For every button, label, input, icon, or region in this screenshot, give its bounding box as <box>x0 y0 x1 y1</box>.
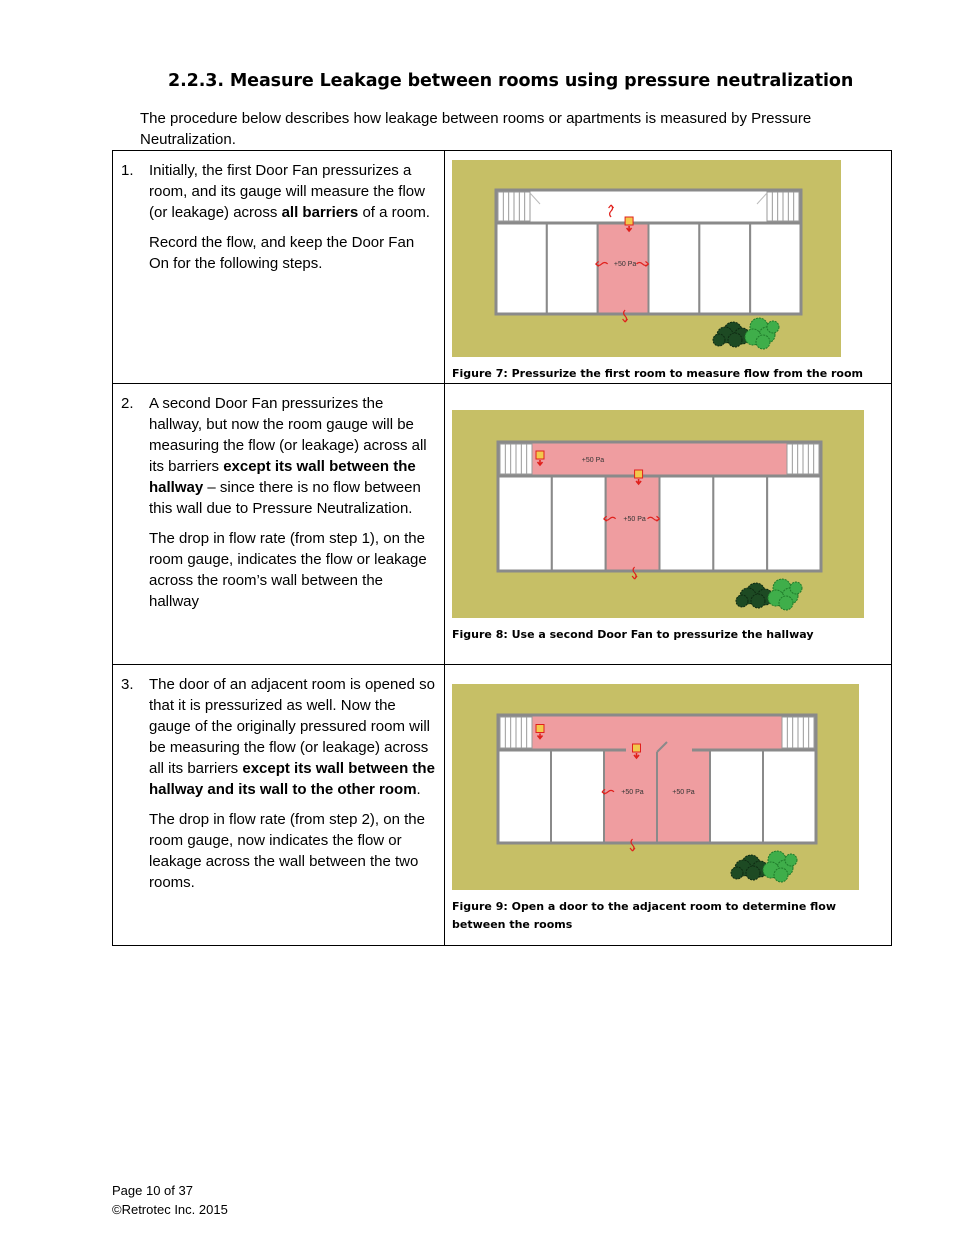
figure-cell <box>445 151 892 384</box>
room <box>604 750 657 843</box>
door-fan-icon <box>633 744 641 752</box>
room <box>699 223 750 314</box>
page-number: Page 10 of 37 <box>112 1183 193 1198</box>
figure-cell <box>445 665 892 946</box>
hallway <box>500 444 820 477</box>
text-run: The door of an adjacent room is opened so that it is pressurized as well. Now the gauge of the originally pressured room will be measuring the flow (or leakage) across all its barriers <box>149 676 436 777</box>
door-fan-icon <box>536 725 544 733</box>
shrub-icon <box>751 594 765 608</box>
step-paragraph <box>149 160 436 223</box>
room <box>660 476 714 571</box>
room <box>713 476 767 571</box>
bold-text: all barriers <box>281 204 359 221</box>
steps-table <box>112 150 892 946</box>
room <box>496 223 547 314</box>
step-text-cell <box>113 151 445 384</box>
shrub-icon <box>746 866 760 880</box>
room <box>498 476 552 571</box>
door-fan-icon <box>536 451 544 459</box>
step-3 <box>113 665 444 893</box>
figure-cell <box>445 384 892 665</box>
room <box>498 750 551 843</box>
figure-caption: Figure 8: Use a second Door Fan to pressurize the hallway <box>452 628 814 641</box>
shrub-icon <box>713 334 725 346</box>
shrub-icon <box>774 868 788 882</box>
pressure-label: +50 Pa <box>623 515 646 523</box>
page-footer <box>112 1181 228 1219</box>
room <box>606 476 660 571</box>
room <box>598 223 649 314</box>
copyright: ©Retrotec Inc. 2015 <box>112 1202 228 1217</box>
step-paragraph <box>149 674 436 800</box>
text-run: of a room. <box>358 204 430 221</box>
step-paragraph <box>149 393 436 519</box>
room <box>649 223 700 314</box>
room <box>552 476 606 571</box>
table-row <box>113 384 892 665</box>
room <box>710 750 763 843</box>
shrub-icon <box>736 595 748 607</box>
shrub-icon <box>756 335 770 349</box>
floor-plan-figure <box>452 684 859 890</box>
room <box>750 223 801 314</box>
section-heading: 2.2.3. Measure Leakage between rooms using pressure neutralization <box>168 71 854 91</box>
text-run: . <box>416 781 421 798</box>
room <box>551 750 604 843</box>
figure-caption: Figure 9: Open a door to the adjacent room to determine flow between the rooms <box>452 900 837 931</box>
intro-paragraph: The procedure below describes how leakage between rooms or apartments is measured by Pressure Neutralization. <box>140 110 812 148</box>
step-number: 1. <box>121 162 134 179</box>
hallway <box>498 192 800 224</box>
pressure-label: +50 Pa <box>613 260 637 268</box>
room <box>657 750 710 843</box>
table-row <box>113 151 892 384</box>
step-paragraph <box>149 232 436 274</box>
room <box>547 223 598 314</box>
step-1 <box>113 151 444 274</box>
shrub-icon <box>767 321 779 333</box>
shrub-icon <box>728 333 742 347</box>
shrub-icon <box>779 596 793 610</box>
floor-plan-figure <box>452 160 841 357</box>
step-text-cell <box>113 384 445 665</box>
step-text-cell <box>113 665 445 946</box>
step-paragraph <box>149 528 436 612</box>
text-run: – since there is no flow between this wall due to Pressure Neutralization. <box>149 479 421 517</box>
bold-text: except its wall between the hallway and its wall to the other room <box>149 760 435 798</box>
figure-caption: Figure 7: Pressurize the first room to measure flow from the room <box>452 367 863 380</box>
text-run: A second Door Fan pressurizes the hallway, but now the room gauge will be measuring the flow (or leakage) across all its barriers <box>149 395 427 475</box>
table-row <box>113 665 892 946</box>
floor-plan-figure <box>452 410 864 618</box>
text-run: Initially, the first Door Fan pressurizes a room, and its gauge will measure the flow (or leakage) across <box>149 162 425 221</box>
pressure-label: +50 Pa <box>581 457 605 464</box>
text-run: The drop in flow rate (from step 1), on the room gauge, indicates the flow or leakage across the room’s wall between the hallway <box>149 530 427 610</box>
room <box>767 476 821 571</box>
room <box>763 750 816 843</box>
step-number: 2. <box>121 395 134 412</box>
step-paragraph <box>149 809 436 893</box>
door-fan-icon <box>625 217 633 225</box>
step-number: 3. <box>121 676 134 693</box>
shrub-icon <box>790 582 802 594</box>
text-run: The drop in flow rate (from step 2), on the room gauge, now indicates the flow or leakage across the wall between the two rooms. <box>149 811 425 891</box>
hallway <box>500 717 815 751</box>
bold-text: except its wall between the hallway <box>149 458 416 496</box>
step-2 <box>113 384 444 612</box>
pressure-label: +50 Pa <box>672 788 695 796</box>
pressure-label: +50 Pa <box>621 788 644 796</box>
text-run: Record the flow, and keep the Door Fan On for the following steps. <box>149 234 415 272</box>
door-fan-icon <box>635 470 643 478</box>
shrub-icon <box>785 854 797 866</box>
shrub-icon <box>731 867 743 879</box>
